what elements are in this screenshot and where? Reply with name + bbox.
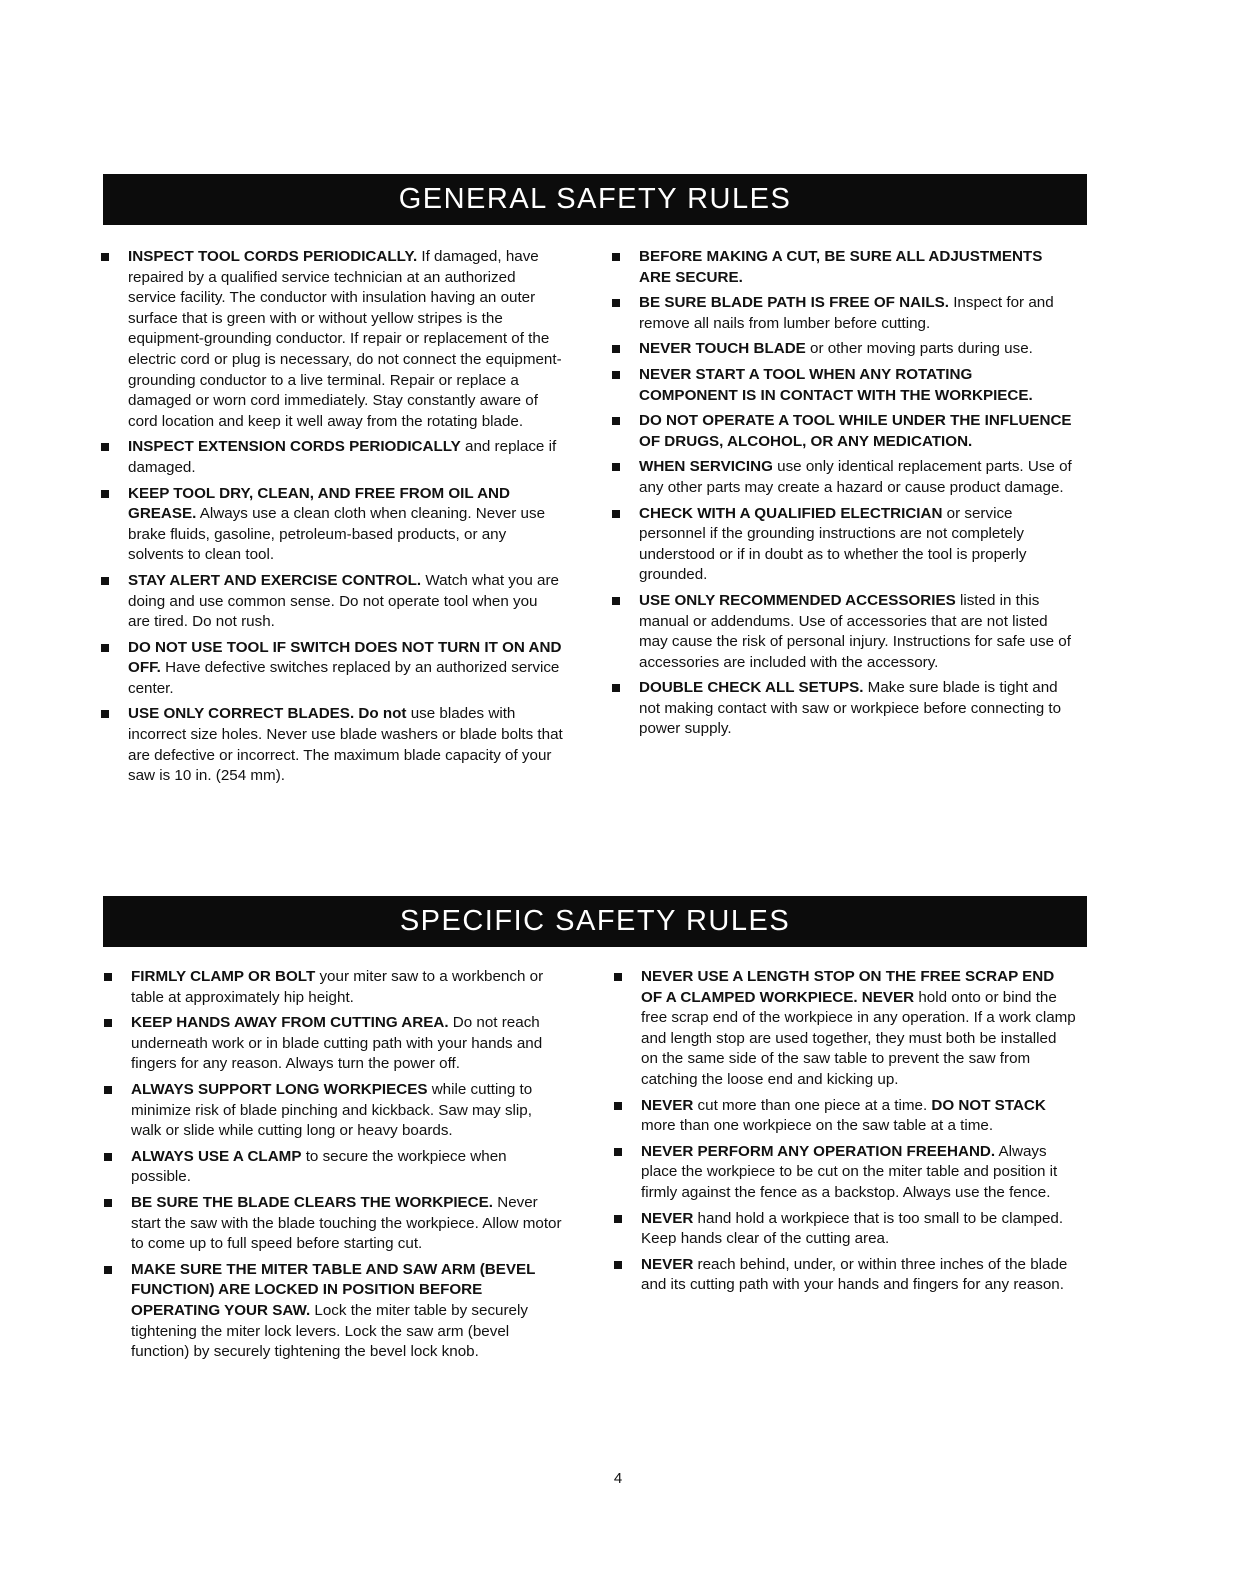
rule-text: or other moving parts during use.	[805, 340, 1033, 358]
rule-item	[612, 339, 1074, 360]
rule-heading: INSPECT TOOL CORDS PERIODICALLY.	[128, 248, 418, 265]
rule-text: If damaged, have repaired by a qualified service technician at an authorized service facility. The conductor with insulation having an outer surface that is green with or without yellow stripes is the equipment-grounding conductor. If repair or replacement of the electric cord or plug is necessary, do not connect the equipment-grounding conductor to a live terminal. Repair or replace a damaged or worn cord immediately. Stay constantly aware of cord location and keep it well away from the rotating blade.	[128, 248, 562, 430]
rule-heading: CHECK WITH A QUALIFIED ELECTRICIAN	[639, 504, 943, 522]
rule-item	[612, 591, 1074, 673]
rule-text: Do not reach underneath work or in blade cutting path with your hands and fingers for any reason. Always turn the power off.	[131, 1014, 543, 1073]
rule-text: hold onto or bind the free scrap end of the workpiece in any operation. If a work clamp and length stop are used together, they must both be installed on the same side of the saw table to prevent the saw from catching the loose end and kicking up.	[641, 988, 1076, 1088]
rule-item	[101, 704, 563, 786]
rule-heading: NEVER	[641, 1255, 694, 1273]
page-number: 4	[613, 1470, 623, 1487]
rule-item	[612, 365, 1074, 406]
rule-heading: STAY ALERT AND EXERCISE CONTROL.	[128, 571, 422, 589]
rule-text: Have defective switches replaced by an authorized service center.	[128, 659, 560, 697]
rule-heading: USE ONLY RECOMMENDED ACCESSORIES	[639, 591, 956, 609]
rule-item	[612, 411, 1074, 452]
specific-rules-right-column	[614, 967, 1076, 1301]
rule-heading: ALWAYS SUPPORT LONG WORKPIECES	[131, 1080, 428, 1098]
rule-text: use blades with incorrect size holes. Never use blade washers or blade bolts that are defective or incorrect. The maximum blade capacity of your saw is 10 in. (254 mm).	[128, 705, 563, 785]
rule-heading: FIRMLY CLAMP OR BOLT	[131, 968, 316, 985]
rule-item	[104, 1080, 566, 1142]
rule-text: use only identical replacement parts. Use of any other parts may create a hazard or cause product damage.	[639, 458, 1072, 496]
rule-heading: BEFORE MAKING A CUT, BE SURE ALL ADJUSTMENTS ARE SECURE.	[639, 248, 1043, 286]
rule-heading: DO NOT USE TOOL IF SWITCH DOES NOT TURN IT ON AND OFF.	[128, 638, 562, 677]
rule-heading: INSPECT EXTENSION CORDS PERIODICALLY	[128, 438, 461, 456]
rule-text: Lock the miter table by securely tightening the miter lock levers. Lock the saw arm (bevel function) by securely tightening the bevel lock knob.	[131, 1301, 528, 1361]
rule-heading: NEVER PERFORM ANY OPERATION FREEHAND.	[641, 1142, 996, 1160]
rule-item	[104, 1193, 566, 1255]
rule-text: while cutting to minimize risk of blade pinching and kickback. Saw may slip, walk or slide while cutting long or heavy boards.	[131, 1080, 533, 1140]
rule-text: listed in this manual or addendums. Use of accessories that are not listed may cause the risk of personal injury. Instructions for safe use of accessories are included with the accessory.	[639, 591, 1071, 671]
rule-item	[104, 967, 566, 1008]
rule-item	[104, 1013, 566, 1075]
specific-rules-left-column	[104, 967, 566, 1368]
rule-item	[612, 504, 1074, 586]
rule-item	[614, 1142, 1076, 1204]
rule-heading: DO NOT OPERATE A TOOL WHILE UNDER THE INFLUENCE OF DRUGS, ALCOHOL, OR ANY MEDICATION.	[639, 412, 1072, 450]
rule-heading: DO NOT STACK	[931, 1096, 1046, 1114]
rule-item	[101, 484, 563, 566]
rule-item	[614, 1209, 1076, 1250]
rule-text: or service personnel if the grounding instructions are not completely understood or if in doubt as to whether the tool is properly grounded.	[639, 504, 1027, 584]
rule-item	[101, 638, 563, 700]
rule-text: reach behind, under, or within three inches of the blade and its cutting path with your hands and fingers for any reason.	[641, 1255, 1068, 1294]
rule-heading: BE SURE THE BLADE CLEARS THE WORKPIECE.	[131, 1193, 493, 1211]
rule-heading: DOUBLE CHECK ALL SETUPS.	[639, 679, 864, 697]
rule-heading: NEVER	[641, 1209, 694, 1227]
rule-item	[614, 1096, 1076, 1137]
rule-item	[101, 437, 563, 478]
rule-heading: KEEP HANDS AWAY FROM CUTTING AREA.	[131, 1014, 449, 1032]
rule-item	[104, 1147, 566, 1188]
rule-item	[614, 1255, 1076, 1296]
rule-text: Make sure blade is tight and not making contact with saw or workpiece before connecting to power supply.	[639, 679, 1062, 738]
rule-item	[101, 571, 563, 633]
rule-heading: USE ONLY CORRECT BLADES. Do not	[128, 705, 407, 723]
rule-heading: KEEP TOOL DRY, CLEAN, AND FREE FROM OIL AND GREASE.	[128, 484, 510, 523]
rule-item	[612, 457, 1074, 498]
rule-text: to secure the workpiece when possible.	[131, 1147, 507, 1186]
rule-item	[612, 678, 1074, 740]
general-rules-right-column	[612, 247, 1074, 745]
general-safety-rules-heading: GENERAL SAFETY RULES	[103, 174, 1087, 225]
rule-item	[612, 293, 1074, 334]
rule-heading: WHEN SERVICING	[639, 458, 773, 476]
rule-item	[101, 247, 563, 432]
rule-heading: NEVER TOUCH BLADE	[639, 340, 806, 358]
rule-item	[614, 967, 1076, 1091]
rule-text: Watch what you are doing and use common sense. Do not operate tool when you are tired. Do not rush.	[128, 571, 559, 631]
rule-text: Never start the saw with the blade touching the workpiece. Allow motor to come up to full speed before starting cut.	[131, 1193, 562, 1253]
rule-text: Inspect for and remove all nails from lumber before cutting.	[639, 294, 1054, 332]
rule-heading: BE SURE BLADE PATH IS FREE OF NAILS.	[639, 294, 949, 312]
rule-heading: NEVER	[641, 1096, 694, 1114]
rule-heading: MAKE SURE THE MITER TABLE AND SAW ARM (BEVEL FUNCTION) ARE LOCKED IN POSITION BEFORE OPERATING YOUR SAW.	[131, 1260, 536, 1319]
rule-heading: ALWAYS USE A CLAMP	[131, 1147, 302, 1165]
rule-item	[104, 1260, 566, 1363]
rule-item	[612, 247, 1074, 288]
rule-text: cut more than one piece at a time.	[693, 1096, 932, 1114]
rule-text: more than one workpiece on the saw table at a time.	[641, 1117, 994, 1135]
rule-text: hand hold a workpiece that is too small to be clamped. Keep hands clear of the cutting area.	[641, 1209, 1064, 1248]
rule-heading: NEVER USE A LENGTH STOP ON THE FREE SCRAP END OF A CLAMPED WORKPIECE. NEVER	[641, 968, 1055, 1006]
rule-text: Always place the workpiece to be cut on the miter table and position it firmly against the fence as a backstop. Always use the fence.	[641, 1142, 1058, 1201]
rule-text: your miter saw to a workbench or table at approximately hip height.	[131, 968, 544, 1006]
rule-heading: NEVER START A TOOL WHEN ANY ROTATING COMPONENT IS IN CONTACT WITH THE WORKPIECE.	[639, 365, 1033, 404]
rule-text: Always use a clean cloth when cleaning. Never use brake fluids, gasoline, petroleum-based products, or any solvents to clean tool.	[128, 505, 546, 564]
general-rules-left-column	[101, 247, 563, 792]
specific-safety-rules-heading: SPECIFIC SAFETY RULES	[103, 896, 1087, 947]
rule-text: and replace if damaged.	[128, 438, 557, 476]
